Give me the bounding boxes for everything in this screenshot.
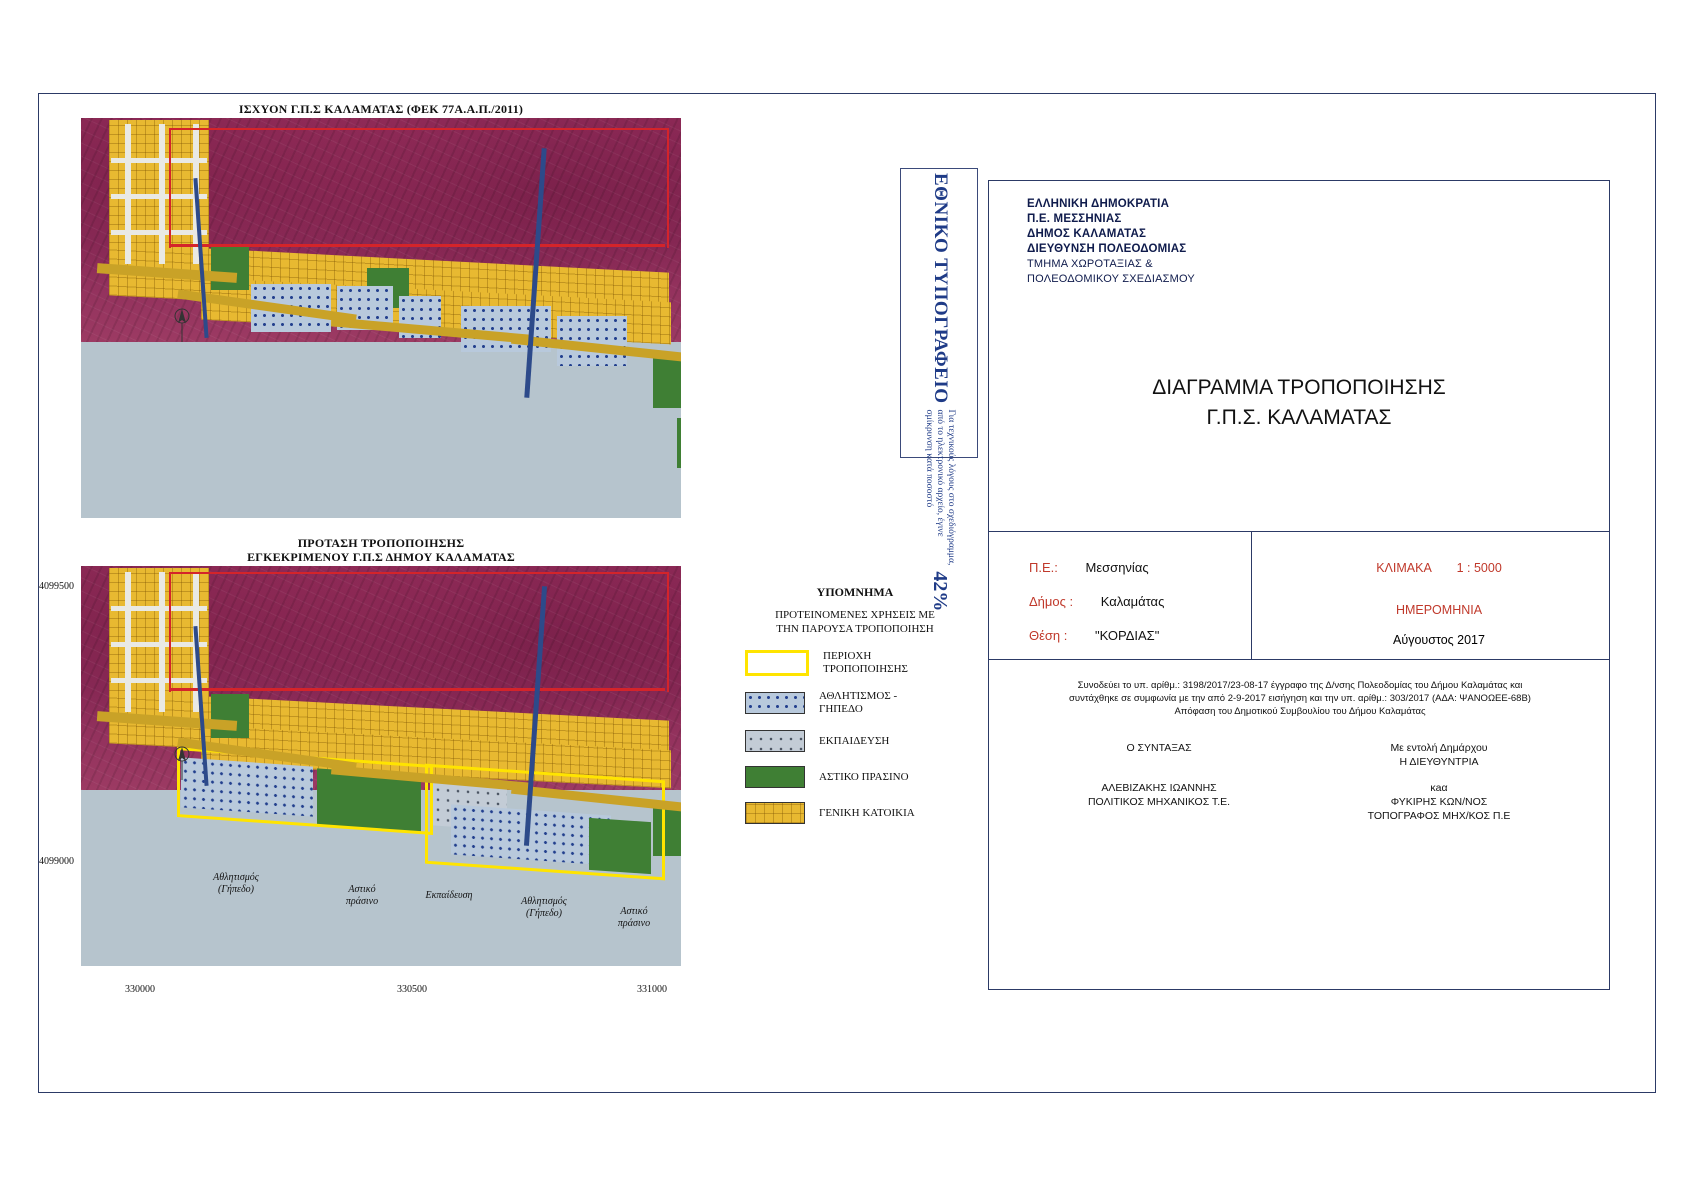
scale-label: ΚΛΙΜΑΚΑ	[1376, 561, 1432, 575]
top-map-canvas	[81, 118, 681, 518]
reference-note	[1009, 679, 1591, 718]
watermark-note	[924, 410, 957, 566]
date-label: ΗΜΕΡΟΜΗΝΙΑ	[1395, 603, 1483, 617]
legend-item	[745, 766, 965, 788]
map-annotation-line2: πράσινο	[345, 896, 379, 907]
legend-swatch-sport	[745, 692, 805, 714]
map-annotation	[327, 884, 397, 908]
field-row	[1029, 619, 1164, 653]
authority-line-1: ΕΛΛΗΝΙΚΗ ΔΗΜΟΚΡΑΤΙΑ	[1027, 198, 1170, 210]
legend-item	[745, 650, 965, 676]
urban-green-area	[653, 356, 681, 408]
map-annotation-line2: πράσινο	[617, 918, 651, 929]
x-tick-label: 331000	[637, 984, 667, 995]
signature-right-kaa: κaα	[1430, 782, 1448, 794]
signature-right-name: ΦΥΚΙΡΗΣ ΚΩΝ/ΝΟΣ	[1390, 796, 1488, 808]
north-compass-icon	[169, 306, 195, 346]
signature-left-title: ΠΟΛΙΤΙΚΟΣ ΜΗΧΑΝΙΚΟΣ Τ.Ε.	[1087, 796, 1231, 808]
diagram-main-title-line1: ΔΙΑΓΡΑΜΜΑ ΤΡΟΠΟΠΟΙΗΣΗΣ	[1152, 376, 1446, 399]
legend-item-label: ΠΕΡΙΟΧΗ ΤΡΟΠΟΠΟΙΗΣΗΣ	[823, 650, 908, 675]
field-label: Δήμος :	[1029, 594, 1074, 609]
watermark-title: ΕΘΝΙΚΟ ΤΥΠΟΓΡΑΦΕΙΟ	[930, 173, 951, 404]
divider	[989, 531, 1609, 532]
field-value: "ΚΟΡΔΙΑΣ"	[1095, 628, 1160, 643]
signature-right-role-line2: Η ΔΙΕΥΘΥΝΤΡΙΑ	[1399, 756, 1479, 768]
map-annotation-line1: Αθλητισμός	[521, 896, 567, 907]
watermark-note-line1: Για τεχνικούς λόγους στο σχεδιόγραμμα,	[946, 409, 957, 566]
map-annotation	[191, 872, 281, 896]
scale-and-date	[1274, 553, 1604, 655]
signature-right	[1319, 741, 1559, 823]
location-fields	[1029, 551, 1164, 653]
authority-line-4: ΔΙΕΥΘΥΝΣΗ ΠΟΛΕΟΔΟΜΙΑΣ	[1027, 243, 1187, 255]
divider	[989, 659, 1609, 660]
date-value: Αύγουστος 2017	[1393, 633, 1485, 647]
bottom-map-title-line1: ΠΡΟΤΑΣΗ ΤΡΟΠΟΠΟΙΗΣΗΣ	[297, 536, 465, 550]
signature-left-name: ΑΛΕΒΙΖΑΚΗΣ ΙΩΑΝΝΗΣ	[1101, 782, 1217, 794]
x-tick-label: 330500	[397, 984, 427, 995]
divider	[1251, 531, 1252, 659]
signature-left	[1049, 741, 1269, 809]
legend-item-label: ΑΘΛΗΤΙΣΜΟΣ - ΓΗΠΕΔΟ	[819, 690, 898, 715]
legend-swatch-general-housing	[745, 802, 805, 824]
watermark-percent: 42%	[929, 571, 952, 612]
map-annotation-line2: (Γήπεδο)	[526, 908, 562, 919]
legend-swatch-modification-area	[745, 650, 809, 676]
authority-line-2: Π.Ε. ΜΕΣΣΗΝΙΑΣ	[1027, 213, 1122, 225]
legend-subtitle	[745, 608, 965, 636]
legend-item-label: ΓΕΝΙΚΗ ΚΑΤΟΙΚΙΑ	[819, 806, 915, 819]
reference-note-line2: συντάχθηκε σε συμφωνία με την από 2-9-2017 εισήγηση και την υπ. αρίθμ.: 303/2017 (ΑΔΑ: ΨΑΝΟΩΕΕ-68Β)	[1069, 693, 1531, 704]
map-annotation-line1: Αστικό	[348, 884, 376, 895]
title-block	[988, 180, 1610, 990]
field-label: Π.Ε.:	[1029, 560, 1058, 575]
scale-value: 1 : 5000	[1456, 561, 1502, 575]
urban-green-area	[677, 418, 681, 468]
department-line-1: ΤΜΗΜΑ ΧΩΡΟΤΑΞΙΑΣ &	[1027, 258, 1153, 270]
y-tick-label: 4099500	[39, 581, 74, 592]
y-tick-label: 4099000	[39, 856, 74, 867]
legend-item-label: ΑΣΤΙΚΟ ΠΡΑΣΙΝΟ	[819, 770, 909, 783]
national-printing-office-watermark	[900, 168, 978, 612]
legend-swatch-education	[745, 730, 805, 752]
field-label: Θέση :	[1029, 628, 1068, 643]
signature-right-role-line1: Με εντολή Δημάρχου	[1390, 742, 1488, 754]
urban-green-area	[211, 694, 249, 738]
watermark-note-line3: σμίκρυνση κατά ποσοστό	[924, 409, 935, 508]
plan-boundary-red	[169, 572, 669, 692]
bottom-map-title	[81, 536, 681, 564]
map-annotation-line1: Αστικό	[620, 906, 648, 917]
urban-green-area	[211, 246, 249, 290]
reference-note-line3: Απόφαση του Δημοτικού Συμβουλίου του Δήμου Καλαμάτας	[1174, 706, 1426, 717]
watermark-note-line2: από το ηλεκτρονικό αρχείο, έγινε	[935, 409, 946, 537]
signature-left-role: Ο ΣΥΝΤΑΞΑΣ	[1126, 742, 1192, 754]
map-annotation-line2: (Γήπεδο)	[218, 884, 254, 895]
field-row	[1029, 585, 1164, 619]
authority-header	[989, 181, 1609, 287]
legend-title: ΥΠΟΜΝΗΜΑ	[816, 585, 894, 599]
legend-subtitle-line2: ΤΗΝ ΠΑΡΟΥΣΑ ΤΡΟΠΟΠΟΙΗΣΗ	[776, 623, 934, 635]
top-map	[81, 118, 681, 518]
top-map-title: ΙΣΧΥΟΝ Γ.Π.Σ ΚΑΛΑΜΑΤΑΣ (ΦΕΚ 77Α.Α.Π./2011)	[238, 102, 524, 116]
map-annotation	[499, 896, 589, 920]
legend-subtitle-line1: ΠΡΟΤΕΙΝΟΜΕΝΕΣ ΧΡΗΣΕΙΣ ΜΕ	[775, 609, 935, 621]
department-line-2: ΠΟΛΕΟΔΟΜΙΚΟΥ ΣΧΕΔΙΑΣΜΟΥ	[1027, 273, 1195, 285]
legend	[745, 585, 965, 824]
scale-row	[1274, 553, 1604, 583]
field-value: Καλαμάτας	[1100, 594, 1165, 609]
plan-boundary-red	[169, 688, 665, 691]
map-annotation	[409, 890, 489, 902]
plan-boundary-red	[169, 128, 669, 248]
authority-line-3: ΔΗΜΟΣ ΚΑΛΑΜΑΤΑΣ	[1027, 228, 1147, 240]
field-value: Μεσσηνίας	[1085, 560, 1149, 575]
legend-item	[745, 730, 965, 752]
map-annotation-line1: Εκπαίδευση	[425, 890, 473, 901]
legend-swatch-urban-green	[745, 766, 805, 788]
map-annotation	[599, 906, 669, 930]
reference-note-line1: Συνοδεύει το υπ. αρίθμ.: 3198/2017/23-08-17 έγγραφο της Δ/νσης Πολεοδομίας του Δήμου Καλαμάτας και	[1077, 680, 1523, 691]
signature-right-title: ΤΟΠΟΓΡΑΦΟΣ ΜΗΧ/ΚΟΣ Π.Ε	[1367, 810, 1511, 822]
legend-item	[745, 802, 965, 824]
diagram-main-title	[989, 373, 1609, 433]
legend-item	[745, 690, 965, 716]
plan-boundary-red	[169, 244, 665, 247]
x-tick-label: 330000	[125, 984, 155, 995]
legend-item-label: ΕΚΠΑΙΔΕΥΣΗ	[819, 734, 890, 747]
diagram-main-title-line2: Γ.Π.Σ. ΚΑΛΑΜΑΤΑΣ	[1206, 406, 1392, 429]
north-compass-icon	[169, 744, 195, 784]
map-annotation-line1: Αθλητισμός	[213, 872, 259, 883]
bottom-map-title-line2: ΕΓΚΕΚΡΙΜΕΝΟΥ Γ.Π.Σ ΔΗΜΟΥ ΚΑΛΑΜΑΤΑΣ	[247, 550, 515, 564]
field-row	[1029, 551, 1164, 585]
